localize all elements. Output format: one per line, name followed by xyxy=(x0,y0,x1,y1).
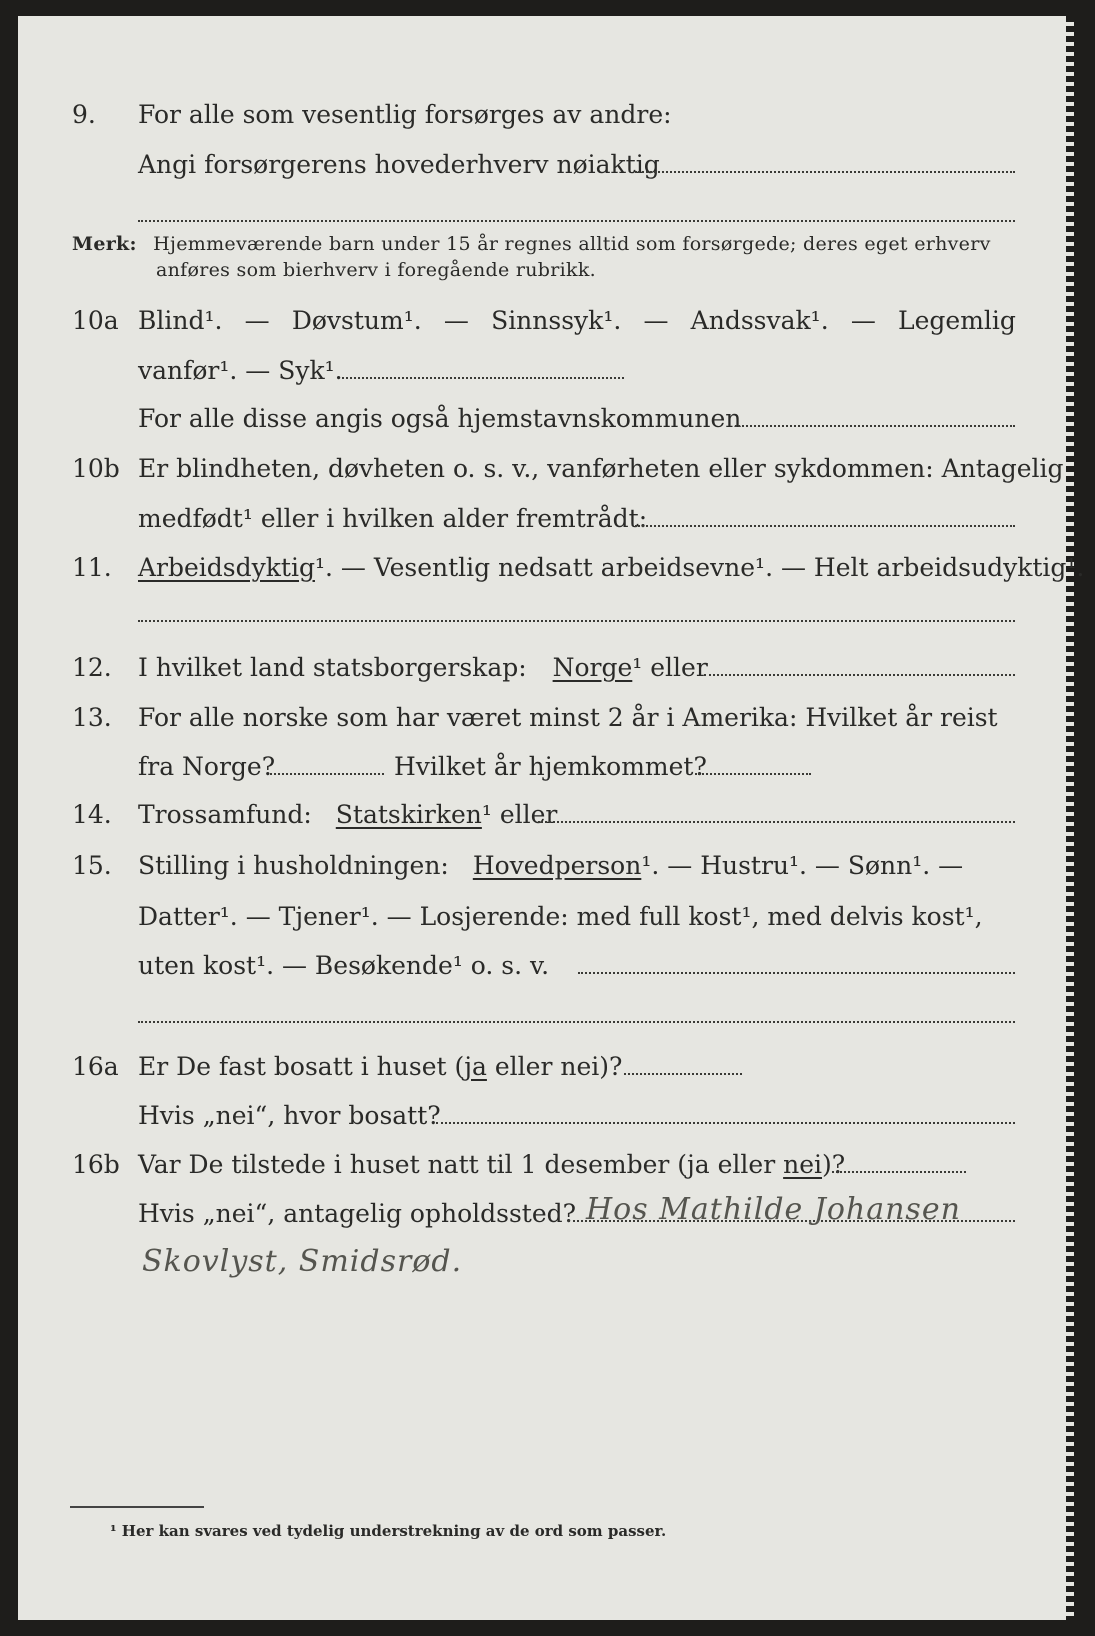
q13-hjemkommet-field[interactable] xyxy=(695,773,811,775)
merk-line2: anføres som bierhverv i foregående rubrikk. xyxy=(156,259,596,281)
q15-question: Stilling i husholdningen: xyxy=(138,851,449,880)
q16b-answer-field[interactable] xyxy=(832,1171,966,1173)
q15-selected-option[interactable]: Hovedperson xyxy=(472,851,642,880)
q13-hjemkommet-label: Hvilket år hjemkommet? xyxy=(394,752,707,781)
q11-selected-option[interactable]: Arbeidsdyktig xyxy=(138,553,315,582)
q10a-hjemstavn-field[interactable] xyxy=(735,425,1015,427)
merk-label: Merk: xyxy=(72,233,137,255)
q16a-question-end: eller nei)? xyxy=(486,1052,623,1081)
option-blind[interactable]: Blind¹. xyxy=(138,306,223,335)
q13-line1: For alle norske som har været minst 2 år i Amerika: Hvilket år reist xyxy=(138,703,998,732)
q14-question: Trossamfund: xyxy=(138,800,312,829)
q13-reist-field[interactable] xyxy=(270,773,384,775)
q9-line1: For alle som vesentlig forsørges av andre: xyxy=(138,100,672,129)
q15-answer-field[interactable] xyxy=(578,972,1015,974)
q12-answer-field[interactable] xyxy=(704,674,1015,676)
q10b-line2: medfødt¹ eller i hvilken alder fremtrådt: xyxy=(138,504,648,533)
dash: — xyxy=(244,306,270,335)
option-andssvak[interactable]: Andssvak¹. xyxy=(690,306,829,335)
q15-other-options: ¹. — Hustru¹. — Sønn¹. — xyxy=(641,851,964,880)
q13-number: 13. xyxy=(72,703,112,732)
q9-number: 9. xyxy=(72,100,96,129)
q15-line1 xyxy=(138,851,1016,881)
q15-number: 15. xyxy=(72,851,112,880)
dash: — xyxy=(850,306,876,335)
option-legemlig[interactable]: Legemlig xyxy=(898,306,1016,335)
dash: — xyxy=(443,306,469,335)
handwritten-address: Skovlyst, Smidsrød. xyxy=(142,1244,463,1279)
q10b-answer-field[interactable] xyxy=(635,525,1015,527)
q10a-line3: For alle disse angis også hjemstavnskommunen xyxy=(138,404,742,433)
q16b-line1 xyxy=(138,1150,1016,1180)
q11-other-options: ¹. — Vesentlig nedsatt arbeidsevne¹. — Helt arbeidsudyktig¹. xyxy=(314,553,1085,582)
q14-selected-option[interactable]: Statskirken xyxy=(335,800,482,829)
q10a-number: 10a xyxy=(72,306,119,335)
q15-line3: uten kost¹. — Besøkende¹ o. s. v. xyxy=(138,951,550,980)
q16b-number: 16b xyxy=(72,1150,120,1179)
q12-line xyxy=(138,653,1016,683)
option-sinnssyk[interactable]: Sinnssyk¹. xyxy=(491,306,622,335)
q9-answer-field[interactable] xyxy=(635,171,1015,173)
q9-line2: Angi forsørgerens hovederhverv nøiaktig xyxy=(138,150,660,179)
merk-line1: Hjemmeværende barn under 15 år regnes alltid som forsørgede; deres eget erhverv xyxy=(153,233,991,255)
q10b-line1: Er blindheten, døvheten o. s. v., vanførheten eller sykdommen: Antagelig xyxy=(138,454,1064,483)
handwritten-opholdssted: Hos Mathilde Johansen xyxy=(586,1192,961,1227)
q14-number: 14. xyxy=(72,800,112,829)
q14-or: ¹ eller xyxy=(481,800,558,829)
q16a-answer-field[interactable] xyxy=(624,1073,742,1075)
q9-answer-line-2[interactable] xyxy=(138,220,1015,222)
q11-line xyxy=(138,553,1085,583)
q16b-question-end: )? xyxy=(822,1150,846,1179)
dash: — xyxy=(643,306,669,335)
q13-reist-label: fra Norge? xyxy=(138,752,276,781)
q16b-selected-option[interactable]: nei xyxy=(783,1150,823,1179)
q12-number: 12. xyxy=(72,653,112,682)
q14-answer-field[interactable] xyxy=(538,821,1015,823)
q16b-question: Var De tilstede i huset natt til 1 desember (ja eller xyxy=(138,1150,784,1179)
q13-line2 xyxy=(138,752,1016,782)
q11-number: 11. xyxy=(72,553,112,582)
q16a-selected-option[interactable]: ja xyxy=(464,1052,487,1081)
q16a-question: Er De fast bosatt i huset ( xyxy=(138,1052,465,1081)
q12-or: ¹ eller xyxy=(632,653,708,682)
q10a-line1 xyxy=(138,306,1016,336)
merk-note xyxy=(72,231,991,257)
q10a-line2: vanfør¹. — Syk¹. xyxy=(138,356,343,385)
q10b-number: 10b xyxy=(72,454,120,483)
q11-answer-line[interactable] xyxy=(138,620,1015,622)
footnote-rule xyxy=(70,1506,204,1508)
footnote: ¹ Her kan svares ved tydelig understrekning av de ord som passer. xyxy=(110,1522,667,1540)
q15-line2: Datter¹. — Tjener¹. — Losjerende: med full kost¹, med delvis kost¹, xyxy=(138,902,983,931)
q16b-line2: Hvis „nei“, antagelig opholdssted? xyxy=(138,1199,577,1228)
q12-question: I hvilket land statsborgerskap: xyxy=(138,653,527,682)
q16a-line1 xyxy=(138,1052,1016,1082)
q10a-syk-field[interactable] xyxy=(342,377,624,379)
perforated-edge xyxy=(1066,16,1074,1620)
q16a-line2: Hvis „nei“, hvor bosatt? xyxy=(138,1101,441,1130)
census-form-page xyxy=(18,16,1085,1620)
q16a-bosatt-field[interactable] xyxy=(436,1122,1015,1124)
option-dovstum[interactable]: Døvstum¹. xyxy=(291,306,422,335)
q16a-number: 16a xyxy=(72,1052,119,1081)
q14-line xyxy=(138,800,1016,830)
q12-selected-option[interactable]: Norge xyxy=(552,653,633,682)
q15-answer-line-2[interactable] xyxy=(138,1021,1015,1023)
